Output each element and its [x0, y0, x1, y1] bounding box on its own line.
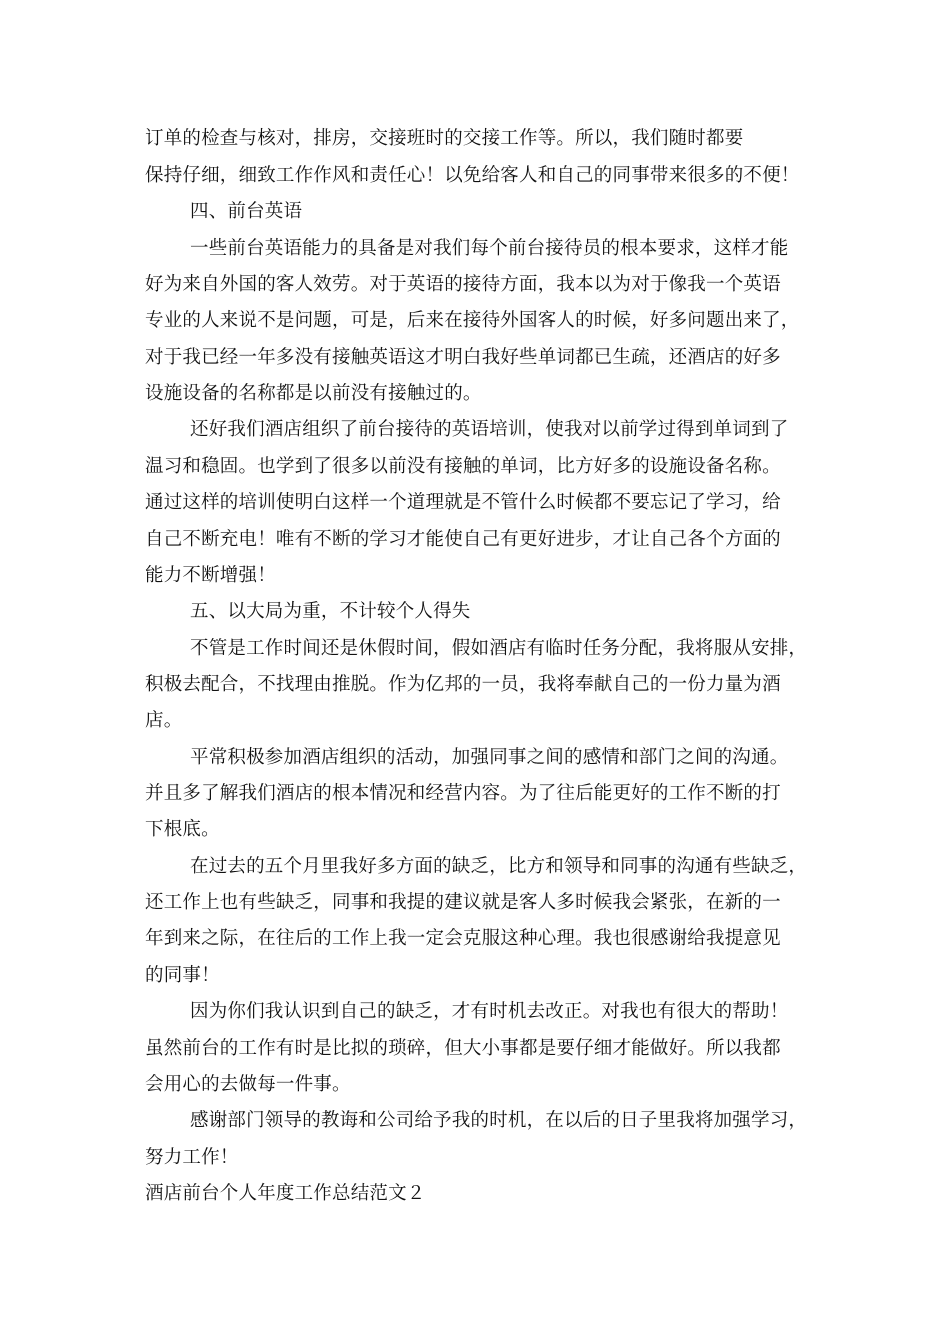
body-line: 好为来自外国的客人效劳。对于英语的接待方面，我本以为对于像我一个英语	[145, 274, 781, 295]
body-line: 虽然前台的工作有时是比拟的琐碎，但大小事都是要仔细才能做好。所以我都	[145, 1038, 781, 1059]
body-line: 努力工作！	[145, 1147, 239, 1168]
body-line: 还好我们酒店组织了前台接待的英语培训，使我对以前学过得到单词到了	[190, 419, 789, 440]
body-line: 自己不断充电！唯有不断的学习才能使自己有更好进步，才让自己各个方面的	[145, 529, 781, 550]
body-line: 不管是工作时间还是休假时间，假如酒店有临时任务分配，我将服从安排，	[190, 638, 808, 659]
body-line: 在过去的五个月里我好多方面的缺乏，比方和领导和同事的沟通有些缺乏，	[190, 856, 808, 877]
body-line: 的同事！	[145, 965, 220, 986]
body-line: 店。	[145, 710, 183, 731]
section-heading: 五、以大局为重，不计较个人得失	[190, 601, 471, 622]
body-line: 还工作上也有些缺乏，同事和我提的建议就是客人多时候我会紧张，在新的一	[145, 892, 781, 913]
body-line: 设施设备的名称都是以前没有接触过的。	[145, 383, 482, 404]
body-line: 专业的人来说不是问题，可是，后来在接待外国客人的时候，好多问题出来了，	[145, 310, 800, 331]
section-heading: 四、前台英语	[190, 201, 303, 222]
body-line: 一些前台英语能力的具备是对我们每个前台接待员的根本要求，这样才能	[190, 238, 789, 259]
body-line: 年到来之际，在往后的工作上我一定会克服这种心理。我也很感谢给我提意见	[145, 928, 781, 949]
body-line: 并且多了解我们酒店的根本情况和经营内容。为了往后能更好的工作不断的打	[145, 783, 781, 804]
body-line: 平常积极参加酒店组织的活动，加强同事之间的感情和部门之间的沟通。	[190, 747, 789, 768]
body-line: 会用心的去做每一件事。	[145, 1074, 351, 1095]
body-line: 能力不断增强！	[145, 565, 276, 586]
section-title: 酒店前台个人年度工作总结范文２	[145, 1183, 426, 1204]
body-line: 对于我已经一年多没有接触英语这才明白我好些单词都已生疏，还酒店的好多	[145, 347, 781, 368]
body-line: 温习和稳固。也学到了很多以前没有接触的单词，比方好多的设施设备名称。	[145, 456, 781, 477]
body-line: 下根底。	[145, 819, 220, 840]
body-line: 通过这样的培训使明白这样一个道理就是不管什么时候都不要忘记了学习，给	[145, 492, 781, 513]
body-line: 感谢部门领导的教诲和公司给予我的时机，在以后的日子里我将加强学习，	[190, 1110, 808, 1131]
body-line: 积极去配合，不找理由推脱。作为亿邦的一员，我将奉献自己的一份力量为酒	[145, 674, 781, 695]
body-line: 订单的检查与核对，排房，交接班时的交接工作等。所以，我们随时都要	[145, 128, 744, 149]
body-line: 因为你们我认识到自己的缺乏，才有时机去改正。对我也有很大的帮助！	[190, 1001, 789, 1022]
body-line: 保持仔细，细致工作作风和责任心！以免给客人和自己的同事带来很多的不便！	[145, 165, 800, 186]
